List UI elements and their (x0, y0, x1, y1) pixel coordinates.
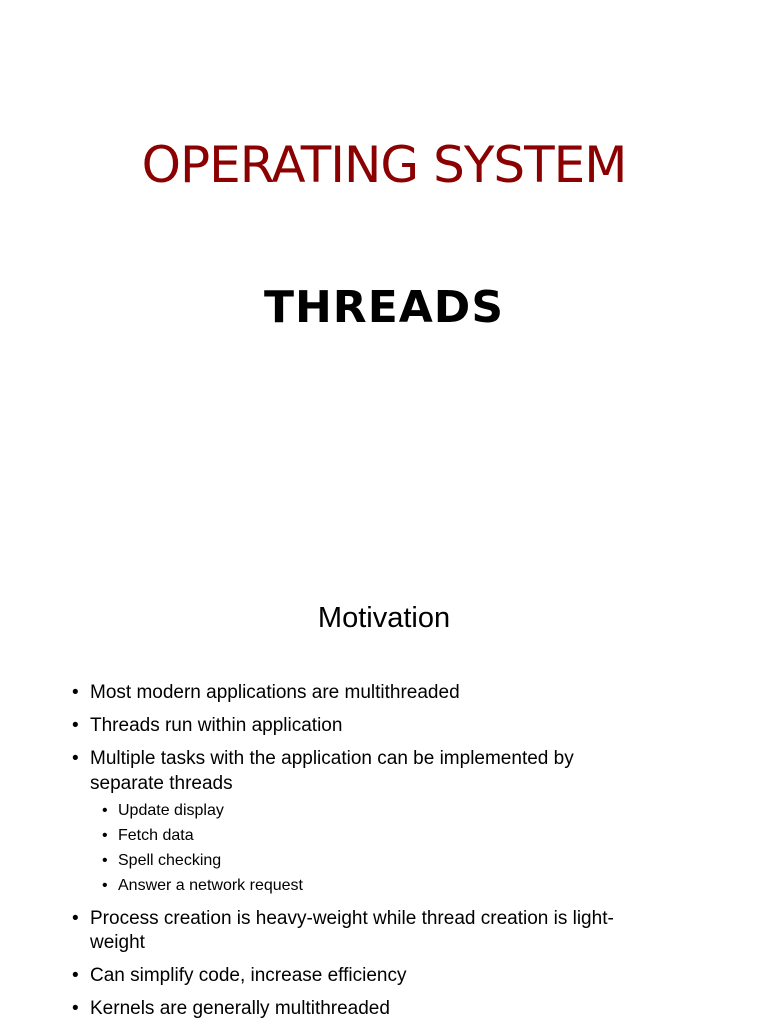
bullet-item (72, 997, 652, 1022)
main-title: OPERATING SYSTEM (141, 136, 627, 194)
bullet-text: Can simplify code, increase efficiency (90, 965, 407, 986)
bullet-item (72, 964, 652, 989)
bullet-item (72, 681, 652, 706)
sub-bullet-item: • Answer a network request (90, 873, 652, 898)
bullet-item (72, 714, 652, 739)
motivation-slide (0, 480, 768, 1024)
bullet-text: Multiple tasks with the application can be implemented by separate threads (90, 748, 574, 794)
title-slide (0, 0, 768, 480)
bullet-text: Threads run within application (90, 715, 343, 736)
bullet-list (72, 681, 652, 1030)
bullet-text: Kernels are generally multithreaded (90, 998, 390, 1019)
subtitle: THREADS (263, 282, 505, 333)
bullet-text: Most modern applications are multithreaded (90, 682, 460, 703)
slide-title: Motivation (317, 602, 451, 634)
sub-bullet-item: • Update display (90, 798, 652, 823)
sub-bullet-item: • Fetch data (90, 823, 652, 848)
sub-bullet-list (90, 798, 652, 898)
bullet-item (72, 747, 652, 898)
bullet-item (72, 907, 652, 956)
sub-bullet-item: • Spell checking (90, 848, 652, 873)
bullet-text: Process creation is heavy-weight while thread creation is light-weight (90, 907, 614, 953)
